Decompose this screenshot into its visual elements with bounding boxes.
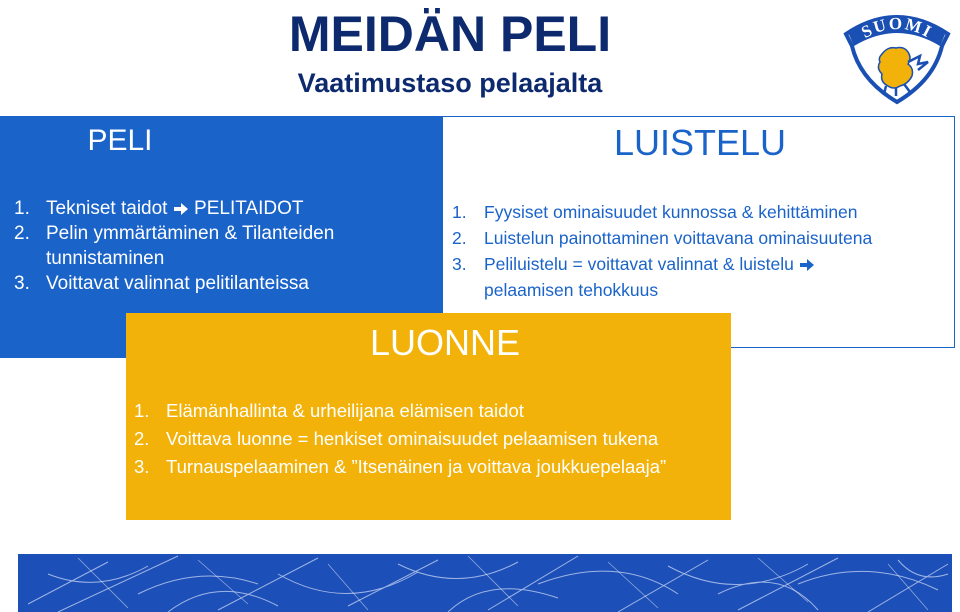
list-item: 3. Voittavat valinnat pelitilanteissa — [14, 273, 309, 294]
list-item: 2. Voittava luonne = henkiset ominaisuudet pelaamisen tukena — [134, 428, 659, 449]
arrow-right-icon — [799, 258, 815, 272]
arrow-right-icon — [173, 202, 189, 216]
ice-scratches — [18, 554, 952, 612]
list-item: 1. Fyysiset ominaisuudet kunnossa & kehittäminen — [452, 202, 858, 222]
luistelu-heading: LUISTELU — [613, 122, 787, 163]
suomi-logo — [838, 6, 956, 106]
page-title: MEIDÄN PELI — [288, 6, 612, 62]
page-subtitle: Vaatimustaso pelaajalta — [297, 68, 603, 98]
logo-text: SUOMI — [858, 13, 936, 42]
luistelu-list — [452, 199, 947, 303]
luonne-list — [134, 397, 729, 481]
list-item: 3. Peliluistelu = voittavat valinnat & luistelu pelaamisen tehokkuus — [452, 251, 947, 303]
peli-heading: PELI — [87, 124, 153, 157]
peli-list — [14, 196, 434, 296]
list-item: 1. Elämänhallinta & urheilijana elämisen taidot — [134, 400, 524, 421]
list-item: 3. Turnauspelaaminen & ”Itsenäinen ja voittava joukkuepelaaja” — [134, 456, 667, 477]
list-item: 2. Pelin ymmärtäminen & Tilanteiden tunnistaminen — [14, 223, 335, 269]
list-item: 1. Tekniset taidot PELITAIDOT — [14, 198, 304, 219]
luonne-heading: LUONNE — [369, 322, 521, 363]
list-item: 2. Luistelun painottaminen voittavana ominaisuutena — [452, 228, 873, 248]
ice-banner — [18, 554, 952, 612]
